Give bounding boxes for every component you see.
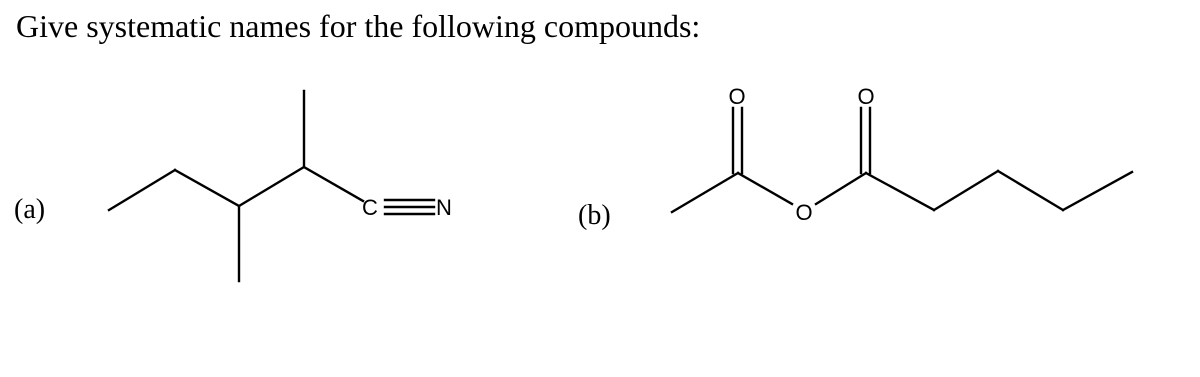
bond [304, 167, 363, 201]
compound-a-structure [109, 91, 452, 281]
bond [738, 173, 792, 204]
bond [175, 170, 239, 206]
nitrile-carbon-atom: C [362, 195, 378, 220]
bond [998, 171, 1063, 210]
compound-b-structure [672, 84, 1132, 225]
nitrile-nitrogen-atom: N [436, 195, 452, 220]
bond [1063, 172, 1132, 210]
bond [866, 173, 934, 210]
carbonyl-oxygen-atom: O [857, 84, 875, 109]
bond [934, 171, 998, 210]
compound-a-label: (a) [14, 194, 46, 225]
ester-oxygen-atom: O [795, 200, 813, 225]
bond [109, 170, 175, 210]
compound-b-label: (b) [578, 200, 611, 231]
triple-bond [385, 200, 434, 214]
question-prompt: Give systematic names for the following compounds: [16, 8, 701, 44]
carbonyl-oxygen-atom: O [728, 84, 746, 109]
bond [672, 173, 738, 212]
bond [239, 167, 304, 206]
bond [816, 173, 866, 204]
